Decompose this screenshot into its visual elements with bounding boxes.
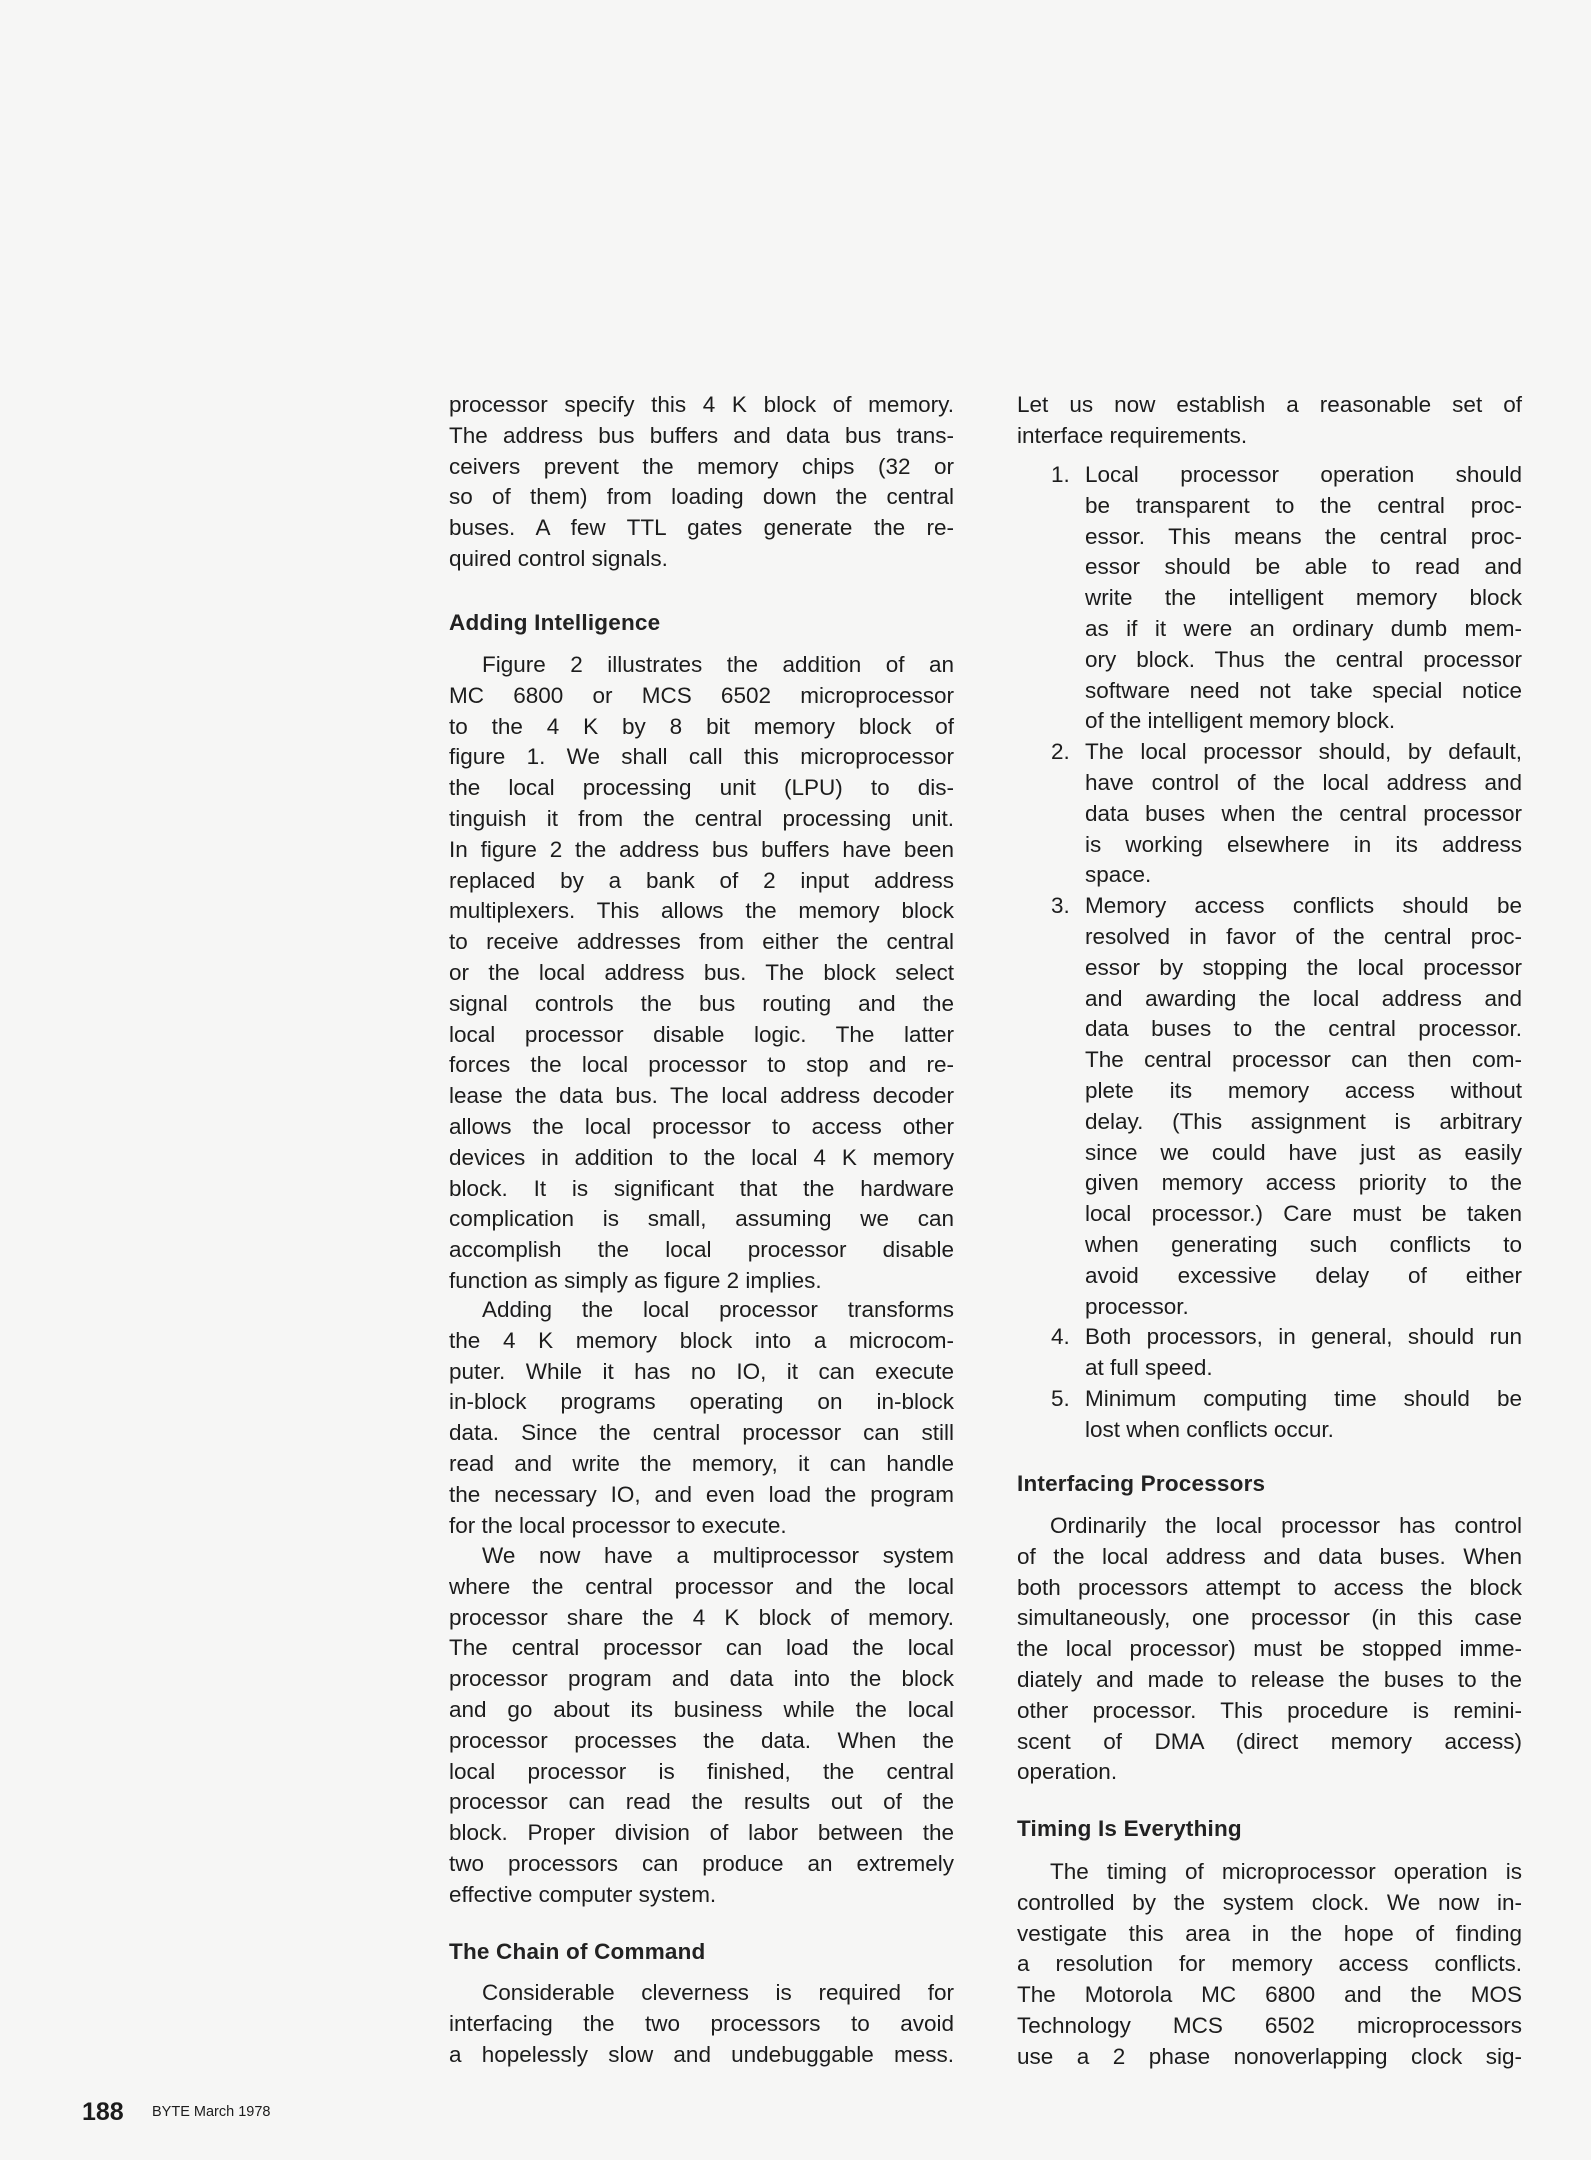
text-line: the local processing unit (LPU) to dis- bbox=[449, 775, 954, 801]
text-line: software need not take special notice bbox=[1085, 677, 1522, 703]
text-line: the 4 K memory block into a microcom- bbox=[449, 1327, 954, 1353]
text-line: Adding the local processor transforms bbox=[482, 1297, 954, 1322]
text-line: forces the local processor to stop and re- bbox=[449, 1052, 954, 1078]
text-line: Both processors, in general, should run bbox=[1085, 1324, 1522, 1350]
text-line: of the intelligent memory block. bbox=[1085, 708, 1396, 734]
text-line: processor program and data into the block bbox=[449, 1666, 954, 1692]
text-line: in-block programs operating on in-block bbox=[449, 1389, 954, 1415]
text-line: where the central processor and the local bbox=[449, 1573, 954, 1599]
list-item-number: 1. bbox=[1051, 462, 1070, 487]
text-line: processor processes the data. When the bbox=[449, 1727, 954, 1753]
text-line: resolved in favor of the central proc- bbox=[1085, 923, 1522, 949]
text-line: operation. bbox=[1017, 1759, 1118, 1785]
text-line: a hopelessly slow and undebuggable mess. bbox=[449, 2041, 954, 2067]
text-line: vestigate this area in the hope of finding bbox=[1017, 1920, 1522, 1946]
paragraph bbox=[449, 390, 954, 575]
text-line: effective computer system. bbox=[449, 1881, 717, 1907]
publication-footer: BYTE March 1978 bbox=[152, 2104, 271, 2120]
text-line: write the intelligent memory block bbox=[1085, 585, 1522, 611]
text-line: local processor.) Care must be taken bbox=[1085, 1201, 1522, 1227]
text-line: In figure 2 the address bus buffers have been bbox=[449, 836, 954, 862]
paragraph bbox=[1017, 1511, 1522, 1788]
section-heading: Adding Intelligence bbox=[449, 610, 661, 635]
text-line: Technology MCS 6502 microprocessors bbox=[1017, 2012, 1522, 2038]
text-line: diately and made to release the buses to the bbox=[1017, 1666, 1522, 1692]
text-line: at full speed. bbox=[1085, 1355, 1213, 1381]
section-heading: Interfacing Processors bbox=[1017, 1471, 1266, 1496]
text-line: essor. This means the central proc- bbox=[1085, 523, 1522, 549]
text-line: multiplexers. This allows the memory block bbox=[449, 898, 954, 924]
text-line: block. It is significant that the hardware bbox=[449, 1175, 954, 1201]
list-item-number: 3. bbox=[1051, 893, 1070, 919]
text-line: the necessary IO, and even load the program bbox=[449, 1481, 954, 1507]
text-line: accomplish the local processor disable bbox=[449, 1237, 954, 1263]
text-line: MC 6800 or MCS 6502 microprocessor bbox=[449, 682, 954, 708]
text-line: ory block. Thus the central processor bbox=[1085, 646, 1522, 672]
text-line: data buses when the central processor bbox=[1085, 800, 1522, 826]
text-line: as if it were an ordinary dumb mem- bbox=[1085, 615, 1522, 641]
text-line: scent of DMA (direct memory access) bbox=[1017, 1728, 1522, 1754]
text-line: to receive addresses from either the central bbox=[449, 929, 954, 955]
text-line: Local processor operation should bbox=[1085, 462, 1522, 487]
text-line: plete its memory access without bbox=[1085, 1077, 1522, 1103]
text-line: be transparent to the central proc- bbox=[1085, 492, 1522, 518]
text-line: complication is small, assuming we can bbox=[449, 1206, 954, 1232]
text-line: use a 2 phase nonoverlapping clock sig- bbox=[1017, 2043, 1522, 2069]
text-line: interface requirements. bbox=[1017, 422, 1248, 448]
list-item bbox=[1017, 891, 1522, 1322]
text-line: the local processor) must be stopped imme- bbox=[1017, 1636, 1522, 1662]
page-number: 188 bbox=[82, 2098, 124, 2126]
section-heading: Timing Is Everything bbox=[1017, 1816, 1242, 1841]
text-line: to the 4 K by 8 bit memory block of bbox=[449, 713, 954, 739]
list-item bbox=[1017, 737, 1522, 891]
text-line: lease the data bus. The local address decoder bbox=[449, 1083, 954, 1109]
text-line: processor. bbox=[1085, 1293, 1189, 1319]
list-item bbox=[1017, 1384, 1522, 1446]
text-line: and go about its business while the local bbox=[449, 1696, 954, 1722]
text-line: The address bus buffers and data bus trans- bbox=[449, 422, 954, 448]
paragraph bbox=[449, 1978, 954, 2070]
list-item bbox=[1017, 1322, 1522, 1384]
text-line: function as simply as figure 2 implies. bbox=[449, 1267, 822, 1293]
left-column bbox=[449, 0, 954, 2160]
text-line: data. Since the central processor can still bbox=[449, 1420, 954, 1446]
text-line: lost when conflicts occur. bbox=[1085, 1416, 1334, 1442]
text-line: block. Proper division of labor between the bbox=[449, 1820, 954, 1846]
paragraph bbox=[1017, 390, 1522, 452]
text-line: other processor. This procedure is remini- bbox=[1017, 1697, 1522, 1723]
text-line: so of them) from loading down the central bbox=[449, 484, 954, 510]
text-line: We now have a multiprocessor system bbox=[482, 1543, 954, 1568]
text-line: processor share the 4 K block of memory. bbox=[449, 1604, 954, 1630]
text-line: for the local processor to execute. bbox=[449, 1512, 787, 1538]
text-line: Let us now establish a reasonable set of bbox=[1017, 392, 1522, 417]
text-line: local processor disable logic. The latter bbox=[449, 1021, 954, 1047]
paragraph bbox=[449, 1295, 954, 1541]
text-line: simultaneously, one processor (in this case bbox=[1017, 1605, 1522, 1631]
text-line: processor can read the results out of the bbox=[449, 1789, 954, 1815]
text-line: processor specify this 4 K block of memory. bbox=[449, 392, 954, 417]
text-line: of the local address and data buses. When bbox=[1017, 1543, 1522, 1569]
text-line: Ordinarily the local processor has control bbox=[1050, 1513, 1522, 1538]
text-line: buses. A few TTL gates generate the re- bbox=[449, 515, 954, 541]
text-line: controlled by the system clock. We now in- bbox=[1017, 1889, 1522, 1915]
text-line: and awarding the local address and bbox=[1085, 985, 1522, 1011]
text-line: given memory access priority to the bbox=[1085, 1170, 1522, 1196]
text-line: Memory access conflicts should be bbox=[1085, 893, 1522, 919]
text-line: Considerable cleverness is required for bbox=[482, 1980, 954, 2005]
text-line: two processors can produce an extremely bbox=[449, 1850, 954, 1876]
text-line: when generating such conflicts to bbox=[1085, 1231, 1522, 1257]
list-item-number: 4. bbox=[1051, 1324, 1070, 1350]
text-line: quired control signals. bbox=[449, 545, 668, 571]
text-line: have control of the local address and bbox=[1085, 769, 1522, 795]
right-column bbox=[1017, 0, 1522, 2160]
text-line: The central processor can then com- bbox=[1085, 1047, 1522, 1073]
text-line: local processor is finished, the central bbox=[449, 1758, 954, 1784]
text-line: interfacing the two processors to avoid bbox=[449, 2010, 954, 2036]
text-line: is working elsewhere in its address bbox=[1085, 831, 1522, 857]
text-line: or the local address bus. The block select bbox=[449, 959, 954, 985]
text-line: data buses to the central processor. bbox=[1085, 1016, 1522, 1042]
text-line: tinguish it from the central processing unit. bbox=[449, 805, 954, 831]
text-line: Minimum computing time should be bbox=[1085, 1385, 1522, 1411]
text-line: The timing of microprocessor operation is bbox=[1050, 1859, 1522, 1884]
paragraph bbox=[449, 1541, 954, 1911]
paragraph bbox=[449, 650, 954, 1297]
text-line: devices in addition to the local 4 K memory bbox=[449, 1144, 954, 1170]
text-line: figure 1. We shall call this microprocessor bbox=[449, 744, 954, 770]
text-line: both processors attempt to access the block bbox=[1017, 1574, 1522, 1600]
text-line: signal controls the bus routing and the bbox=[449, 990, 954, 1016]
text-line: puter. While it has no IO, it can execute bbox=[449, 1358, 954, 1384]
text-line: ceivers prevent the memory chips (32 or bbox=[449, 453, 954, 479]
text-line: essor by stopping the local processor bbox=[1085, 954, 1522, 980]
text-line: allows the local processor to access other bbox=[449, 1113, 954, 1139]
text-line: delay. (This assignment is arbitrary bbox=[1085, 1108, 1522, 1134]
text-line: essor should be able to read and bbox=[1085, 554, 1522, 580]
text-line: Figure 2 illustrates the addition of an bbox=[482, 652, 954, 677]
text-line: read and write the memory, it can handle bbox=[449, 1450, 954, 1476]
text-line: The central processor can load the local bbox=[449, 1635, 954, 1661]
list-item-number: 5. bbox=[1051, 1385, 1070, 1411]
section-heading: The Chain of Command bbox=[449, 1939, 706, 1964]
text-line: space. bbox=[1085, 862, 1152, 888]
list-item-number: 2. bbox=[1051, 739, 1070, 765]
text-line: avoid excessive delay of either bbox=[1085, 1262, 1522, 1288]
text-line: replaced by a bank of 2 input address bbox=[449, 867, 954, 893]
text-line: a resolution for memory access conflicts. bbox=[1017, 1951, 1522, 1977]
text-line: since we could have just as easily bbox=[1085, 1139, 1522, 1165]
requirements-list bbox=[1017, 460, 1522, 1446]
list-item bbox=[1017, 460, 1522, 737]
text-line: The local processor should, by default, bbox=[1085, 739, 1522, 765]
paragraph bbox=[1017, 1857, 1522, 2073]
text-line: The Motorola MC 6800 and the MOS bbox=[1017, 1982, 1522, 2008]
